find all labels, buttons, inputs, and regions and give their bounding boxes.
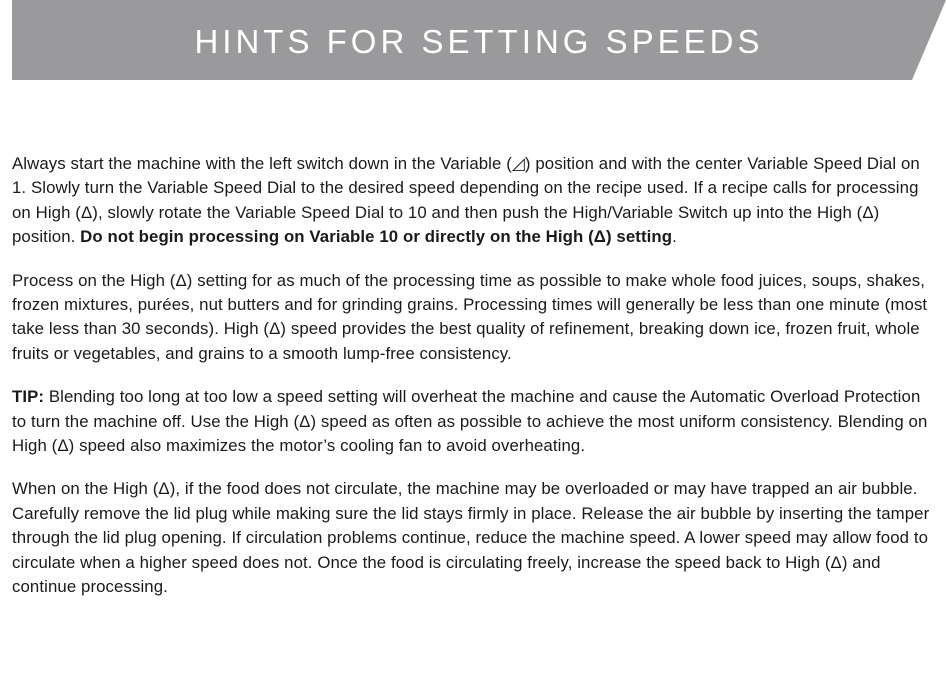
paragraph-process-high <box>12 269 938 367</box>
paragraph-text: Process on the High (Δ) setting for as much of the processing time as possible to make whole food juices, soups, shakes, frozen mixtures, purées, nut butters and for grinding grains. Processing times will generally be less than one minute (most take less than 30 seconds). High (Δ) speed provides the best quality of refinement, breaking down ice, frozen fruit, whole fruits or vegetables, and grains to a smooth lump-free consistency. <box>12 270 928 363</box>
paragraph-text: Always start the machine with the left switch down in the Variable (◿) position and with the center Variable Speed Dial on 1. Slowly turn the Variable Speed Dial to the desired speed depending on the recipe used. If a recipe calls for processing on High (Δ), slowly rotate the Variable Speed Dial to 10 and then push the High/Variable Switch up into the High (Δ) position. <box>12 154 920 247</box>
page-title: HINTS FOR SETTING SPEEDS <box>194 23 764 60</box>
paragraph-start-machine <box>12 152 938 250</box>
paragraph-circulation <box>12 477 938 599</box>
paragraph-text: When on the High (Δ), if the food does not circulate, the machine may be overloaded or may have trapped an air bubble. Carefully remove the lid plug while making sure the lid stays firmly in place. Release the air bubble by inserting the tamper through the lid plug opening. If circulation problems continue, reduce the machine speed. A lower speed may allow food to circulate when a higher speed does not. Once the food is circulating freely, increase the speed back to High (Δ) and continue processing. <box>12 479 930 597</box>
paragraph-end: . <box>672 227 677 247</box>
header-banner <box>12 0 946 80</box>
tip-label: TIP: <box>12 387 45 407</box>
warning-text: Do not begin processing on Variable 10 or directly on the High (Δ) setting <box>80 227 673 247</box>
paragraph-tip <box>12 385 938 458</box>
document-body <box>12 152 938 619</box>
paragraph-text: Blending too long at too low a speed setting will overheat the machine and cause the Automatic Overload Protection to turn the machine off. Use the High (Δ) speed as often as possible to achieve the most uniform consistency. Blending on High (Δ) speed also maximizes the motor’s cooling fan to avoid overheating. <box>12 387 928 456</box>
